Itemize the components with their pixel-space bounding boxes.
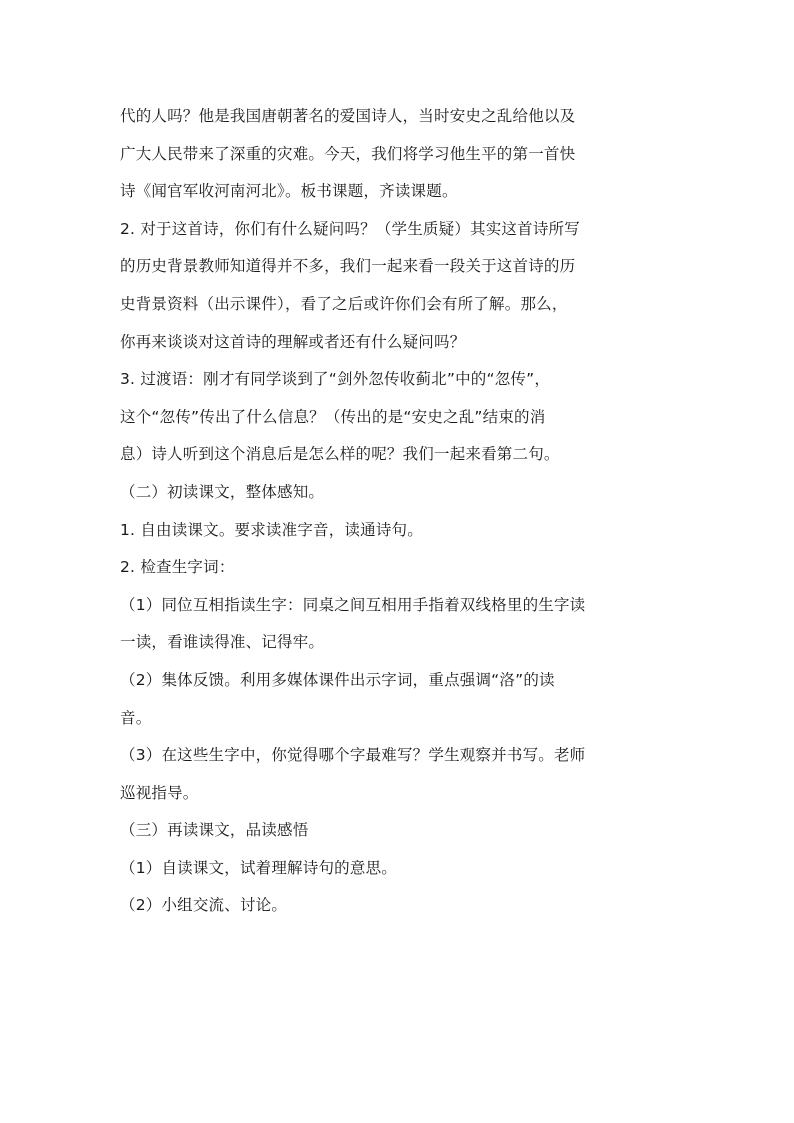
text-line: 代的人吗？他是我国唐朝著名的爱国诗人，当时安史之乱给他以及 bbox=[120, 107, 576, 125]
text-line: 巡视指导。 bbox=[120, 783, 199, 802]
document-body bbox=[120, 98, 680, 925]
text-line: 1. 自由读课文。要求读准字音，读通诗句。 bbox=[120, 520, 423, 539]
section-heading: （二）初读课文，整体感知。 bbox=[120, 482, 325, 501]
text-line: 2. 检查生字词： bbox=[120, 558, 235, 577]
text-line: 这个“忽传”传出了什么信息？（传出的是“安史之乱”结束的消 bbox=[120, 407, 546, 426]
text-line: （2）小组交流、讨论。 bbox=[120, 896, 288, 915]
text-line: （1）同位互相指读生字：同桌之间互相用手指着双线格里的生字读 bbox=[120, 595, 586, 614]
text-line: 的历史背景教师知道得并不多，我们一起来看一段关于这首诗的历 bbox=[120, 257, 576, 276]
text-line: （2）集体反馈。利用多媒体课件出示字词，重点强调“洛”的读 bbox=[120, 670, 555, 689]
text-line: 息）诗人听到这个消息后是怎么样的呢？我们一起来看第二句。 bbox=[120, 445, 560, 464]
section-heading: （三）再读课文，品读感悟 bbox=[120, 821, 309, 840]
text-line: （1）自读课文，试着理解诗句的意思。 bbox=[120, 858, 397, 877]
text-line: 2. 对于这首诗，你们有什么疑问吗？（学生质疑）其实这首诗所写 bbox=[120, 219, 580, 238]
text-line: 音。 bbox=[120, 708, 152, 727]
text-line: 广大人民带来了深重的灾难。今天，我们将学习他生平的第一首快 bbox=[120, 144, 576, 163]
text-line: 史背景资料（出示课件），看了之后或许你们会有所了解。那么， bbox=[120, 294, 568, 313]
text-line: 你再来谈谈对这首诗的理解或者还有什么疑问吗？ bbox=[120, 332, 466, 351]
text-line: （3）在这些生字中，你觉得哪个字最难写？学生观察并书写。老师 bbox=[120, 746, 586, 765]
text-line: 3. 过渡语：刚才有同学谈到了“剑外忽传收蓟北”中的“忽传”， bbox=[120, 370, 551, 389]
text-line: 一读，看谁读得准、记得牢。 bbox=[120, 633, 325, 652]
text-line: 诗《闻官军收河南河北》。板书课题，齐读课题。 bbox=[120, 182, 458, 201]
